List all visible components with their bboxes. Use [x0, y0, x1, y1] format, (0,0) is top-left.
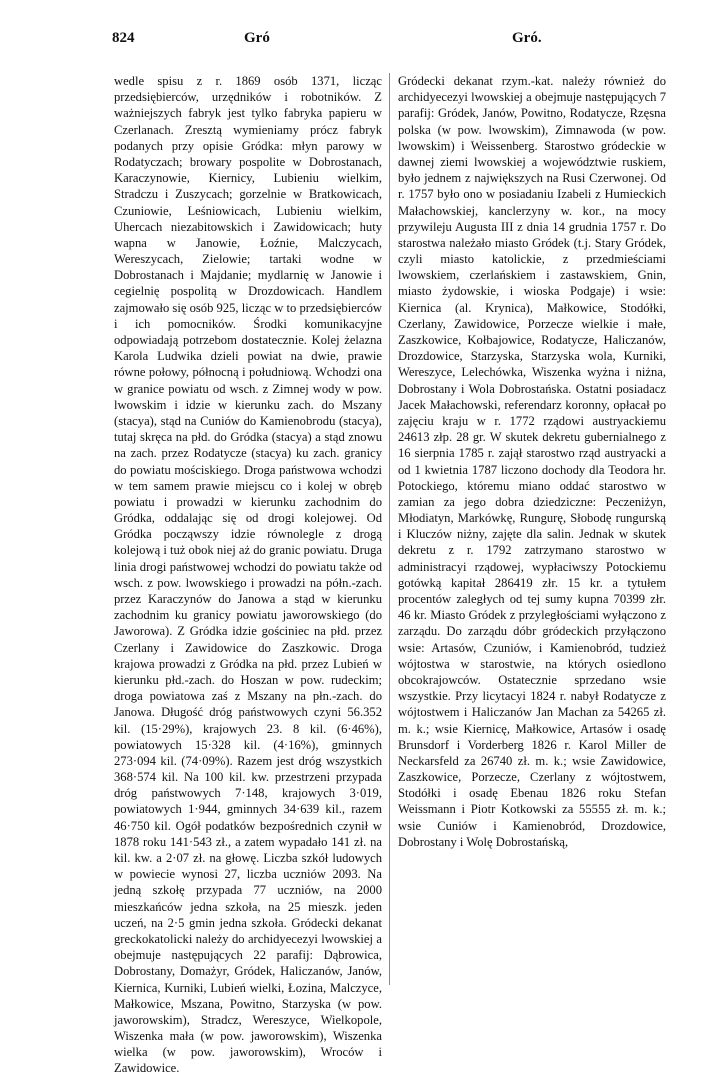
text-column-left — [114, 73, 382, 1076]
page-number: 824 — [112, 30, 135, 46]
running-head-right: Gró. — [512, 30, 542, 46]
text-column-right — [398, 73, 666, 993]
column-left-text: wedle spisu z r. 1869 osób 1371, licząc przedsiębierców, urzędników i robotników. Z ważniejszych fabryk jest tylko fabryka papieru w Czerlanach. Zresztą wymieniamy prócz fabryk podanych przy opisie Gródka: młyn parowy w Rodatyczach; browary pospolite w Dobrostanach, Karaczynowie, Kiernicy, Lubieniu wielkim, Stradczu i Zuszycach; gorzelnie w Bratkowicach, Czuniowie, Leśniowicach, Lubieniu wielkim, Uhercach niezabitowskich i Zawidowicach; huty wapna w Janowie, Łoźnie, Malczycach, Wereszycach, Zielowie; tartaki wodne w Dobrostanach i Majdanie; mydlarnię w Janowie i cegielnię pospolitą w Drozdowicach. Handlem zajmowało się osób 925, licząc w to przedsiębierców i ich pomocników. Środki komunikacyjne odpowiadają potrzebom dostatecznie. Kolej żelazna Karola Ludwika dzieli powiat na dwie, prawie równe połowy, północną i południową. Wchodzi ona w granice powiatu od wsch. z Zimnej wody w pow. lwowskim i idzie w kierunku zach. do Mszany (stacya), stąd na Cuniów do Kamienobrodu (stacya), tutaj skręca na płd. do Gródka (stacya) a stąd znowu na zach. przez Rodatycze (stacya) ku zach. granicy do powiatu mościskiego. Droga państwowa wchodzi w tem samem prawie miejscu co i kolej w obręb powiatu i prowadzi w kierunku zachodnim do Gródka, oddalając się od drogi kolejowej. Od Gródka począwszy idzie równolegle z drogą kolejową i tuż obok niej aż do granic powiatu. Druga linia drogi państwowej wchodzi do powiatu także od wsch. z pow. lwowskiego i prowadzi na półn.-zach. przez Karaczynów do Janowa a stąd w kierunku zachodnim ku granicy powiatu jaworowskiego (do Jaworowa). Z Gródka idzie gościniec na płd. przez Czerlany i Zawidowice do Zaszkowic. Droga krajowa prowadzi z Gródka na płd. przez Lubień w kierunku płd.-zach. do Hoszan w pow. rudeckim; droga powiatowa zaś z Mszany na płn.-zach. do Janowa. Długość dróg państwowych czyni 56.352 kil. (15·29%), krajowych 23. 8 kil. (6·46%), powiatowych 15·328 kil. (4·16%), gminnych 273·094 kil. (74·09%). Razem jest dróg wszystkich 368·574 kil. Na 100 kil. kw. przestrzeni przypada dróg państwowych 7·148, krajowych 3·019, powiatowych 1·944, gminnych 34·639 kil., razem 46·750 kil. Ogół podatków bezpośrednich czynił w 1878 roku 141·543 zł., a zatem wypadało 141 zł. na kil. kw. a 2·07 zł. na głowę. Liczba szkół ludowych w powiecie wynosi 27, liczba uczniów 2093. Na jedną szkołę przypada 77 uczniów, na 2000 mieszkańców jedna szkoła, na 25 mieszk. jeden uczeń, na 2·5 gmin jedna szkoła. Gródecki dekanat greckokatolicki należy do archidyecezyi lwowskiej a obejmuje następujących 22 parafij: Dąbrowica, Dobrostany, Domażyr, Gródek, Haliczanów, Janów, Kiernica, Kurniki, Lubień wielki, Łozina, Malczyce, Małkowice, Mszana, Powitno, Starzyska (w pow. jaworowskim), Stradcz, Wereszyce, Wielkopole, Wiszenka mała (w pow. jaworowskim), Wiszenka wielka (w pow. jaworowskim), Wroców i Zawidowice. — [114, 74, 382, 1076]
column-divider — [389, 73, 390, 985]
running-head-left: Gró — [244, 30, 270, 46]
column-right-text: Gródecki dekanat rzym.-kat. należy również do archidyecezyi lwowskiej a obejmuje następujących 7 parafij: Gródek, Janów, Powitno, Rodatycze, Rzęsna polska (w pow. lwowskim), Zimnawoda (w pow. lwowskim) i Weissenberg. Starostwo gródeckie w dawnej ziemi lwowskiej a województwie ruskiem, było jednem z największych na Rusi Czerwonej. Od r. 1757 było ono w posiadaniu Izabeli z Humieckich Małachowskiej, kanclerzyny w. kor., na mocy przywileju Augusta III z dnia 14 grudnia 1757 r. Do starostwa należało miasto Gródek (t.j. Stary Gródek, czyli miasto katolickie, z przedmieściami lwowskiem, czerlańskiem i zastawskiem, Gnin, miasto żydowskie, i wioska Podgaje) i wsie: Kiernica (al. Krynica), Małkowice, Stodółki, Czerlany, Zawidowice, Porzecze wielkie i małe, Zaszkowice, Kołbajowice, Rodatycze, Haliczanów, Drozdowice, Starzyska, Starzyska wola, Kurniki, Wereszyce, Lelechówka, Wiszenka wyżna i niżna, Dobrostany i Wola Dobrostańska. Ostatni posiadacz Jacek Małachowski, referendarz koronny, opłacał po zajęciu kraju w r. 1772 rządowi austryackiemu 24613 złp. 28 gr. W skutek dekretu gubernialnego z 16 sierpnia 1785 r. zajął starostwo rząd austryacki a od 1 kwietnia 1787 liczono dochody dla Teodora hr. Potockiego, któremu miano oddać starostwo w zamian za jego dobra dziedziczne: Peczeniżyn, Młodiatyn, Markówkę, Rungurę, Słobodę rungurską i Kluczów niżny, zajęte dla salin. Jednak w skutek dekretu z r. 1792 zatrzymano starostwo w administracyi rządowej, wypłaciwszy Potockiemu gotówką kapitał 286419 złr. 15 kr. a tytułem procentów zaległych od tej sumy kupna 70399 złr. 46 kr. Miasto Gródek z przyległościami wyłączono z zarządu. Do zarządu dóbr gródeckich przyłączono wsie: Artasów, Czuniów, i Kamienobród, tudzież wójtostwa w starostwie, na których osiedlono obcokrajowców. Ostatecznie sprzedano wsie wszystkie. Przy licytacyi 1824 r. nabył Rodatycze z wójtostwem i Haliczanów Jan Machan za 54265 zł. m. k.; wsie Kiernicę, Małkowice, Artasów i osadę Brunsdorf i Vorderberg 1826 r. Karol Miller de Neckarsfeld za 26740 zł. m. k.; wsie Zawidowice, Zaszkowice, Porzecze, Czerlany z wójtostwem, Stodółki i osadę Ebenau 1826 roku Stefan Weissmann i Piotr Kotkowski za 55555 zł. m. k.; wsie Cuniów i Kamienobród, Drozdowice, Dobrostany i Wolę Dobrostańską, — [398, 74, 666, 849]
page-header — [104, 30, 674, 54]
